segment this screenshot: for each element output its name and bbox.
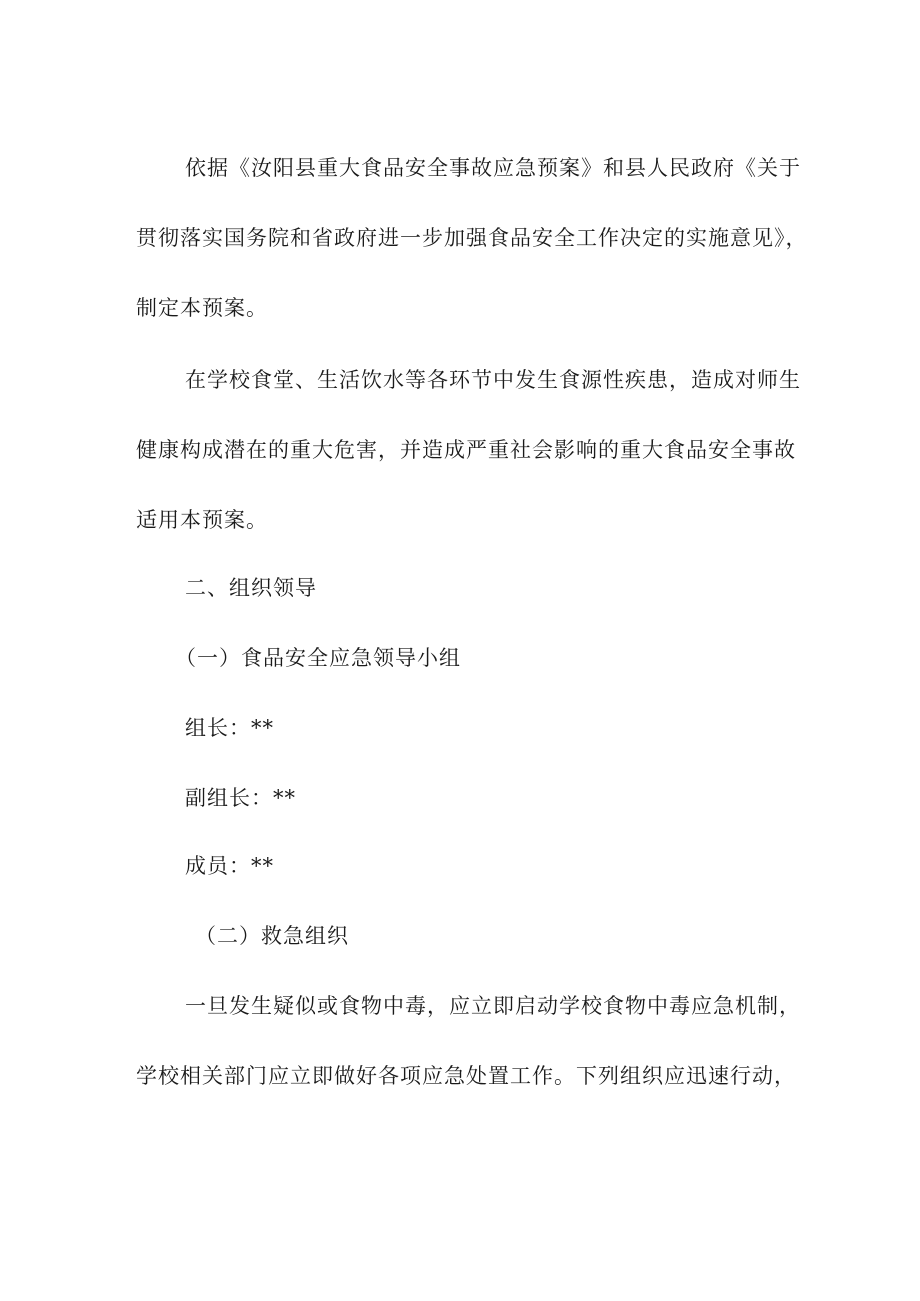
members-line: 成员：** bbox=[185, 854, 274, 878]
basis-paragraph-line-2: 贯彻落实国务院和省政府进一步加强食品安全工作决定的实施意见》， bbox=[136, 226, 808, 250]
rescue-paragraph-line-1: 一旦发生疑似或食物中毒，应立即启动学校食物中毒应急机制， bbox=[185, 994, 801, 1018]
rescue-paragraph-line-2: 学校相关部门应立即做好各项应急处置工作。下列组织应迅速行动， bbox=[136, 1064, 796, 1088]
scope-paragraph-line-2: 健康构成潜在的重大危害，并造成严重社会影响的重大食品安全事故 bbox=[136, 438, 796, 462]
basis-paragraph-line-1: 依据《汝阳县重大食品安全事故应急预案》和县人民政府《关于 bbox=[185, 156, 801, 180]
subsection-heading-leadership-group: （一）食品安全应急领导小组 bbox=[175, 646, 461, 670]
scope-paragraph-line-3: 适用本预案。 bbox=[136, 508, 268, 532]
deputy-leader-line: 副组长：** bbox=[185, 786, 296, 810]
basis-paragraph-line-3: 制定本预案。 bbox=[136, 296, 268, 320]
subsection-heading-rescue: （二）救急组织 bbox=[195, 924, 349, 948]
group-leader-line: 组长：** bbox=[185, 716, 274, 740]
section-heading: 二、组织领导 bbox=[185, 576, 317, 600]
scope-paragraph-line-1: 在学校食堂、生活饮水等各环节中发生食源性疾患，造成对师生 bbox=[185, 368, 801, 392]
